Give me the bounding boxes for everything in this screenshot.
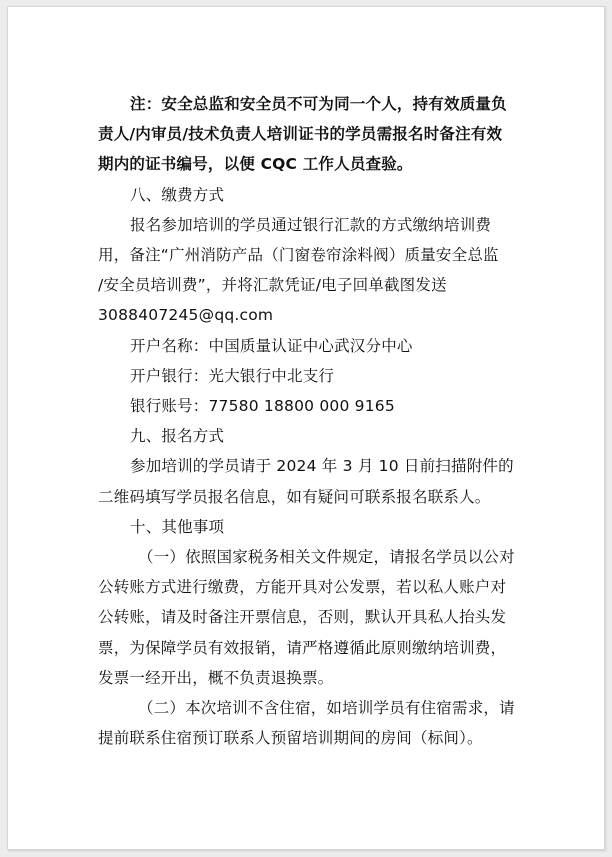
body-line: 二维码填写学员报名信息，如有疑问可联系报名联系人。 (98, 487, 491, 506)
section-9-body (98, 451, 518, 511)
body-line: 报名参加培训的学员通过银行汇款的方式缴纳培训费 (130, 215, 492, 234)
document-page (7, 6, 605, 850)
account-name-text: 开户名称：中国质量认证中心武汉分中心 (130, 336, 413, 355)
body-line: /安全员培训费”，并将汇款凭证/电子回单截图发送 (98, 276, 447, 295)
body-line: 公转账方式进行缴费，方能开具对公发票，若以私人账户对 (98, 578, 507, 597)
account-name (98, 331, 518, 361)
account-bank (98, 361, 518, 391)
section-heading-text: 十、其他事项 (130, 517, 225, 536)
note-paragraph (98, 89, 518, 180)
section-10-heading (98, 512, 518, 542)
section-10-item-2 (98, 693, 518, 753)
note-line: 责人/内审员/技术负责人培训证书的学员需报名时备注有效 (98, 125, 503, 144)
section-8-body (98, 210, 518, 331)
account-number-text: 银行账号：77580 18800 000 9165 (130, 397, 395, 416)
body-line: 发票一经开出，概不负责退换票。 (98, 668, 334, 687)
account-number (98, 391, 518, 421)
document-content (98, 89, 518, 753)
section-8-heading (98, 180, 518, 210)
note-line: 注：安全总监和安全员不可为同一个人，持有效质量负 (130, 95, 507, 113)
body-line: （一）依照国家税务相关文件规定，请报名学员以公对 (138, 548, 515, 567)
body-line: 参加培训的学员请于 2024 年 3 月 10 日前扫描附件的 (130, 457, 514, 476)
body-line: 用，备注“广州消防产品（门窗卷帘涂料阀）质量安全总监 (98, 246, 499, 265)
body-line: 提前联系住宿预订联系人预留培训期间的房间（标间）。 (98, 729, 483, 748)
section-9-heading (98, 421, 518, 451)
section-10-item-1 (98, 542, 518, 693)
body-line: 公转账，请及时备注开票信息，否则，默认开具私人抬头发 (98, 608, 507, 627)
section-heading-text: 九、报名方式 (130, 427, 225, 446)
body-line: 票，为保障学员有效报销，请严格遵循此原则缴纳培训费， (98, 638, 507, 657)
email-address: 3088407245@qq.com (98, 306, 274, 325)
note-line: 期内的证书编号，以便 CQC 工作人员查验。 (98, 155, 413, 174)
account-bank-text: 开户银行：光大银行中北支行 (130, 366, 335, 385)
section-heading-text: 八、缴费方式 (130, 185, 225, 204)
body-line: （二）本次培训不含住宿，如培训学员有住宿需求，请 (138, 699, 515, 718)
